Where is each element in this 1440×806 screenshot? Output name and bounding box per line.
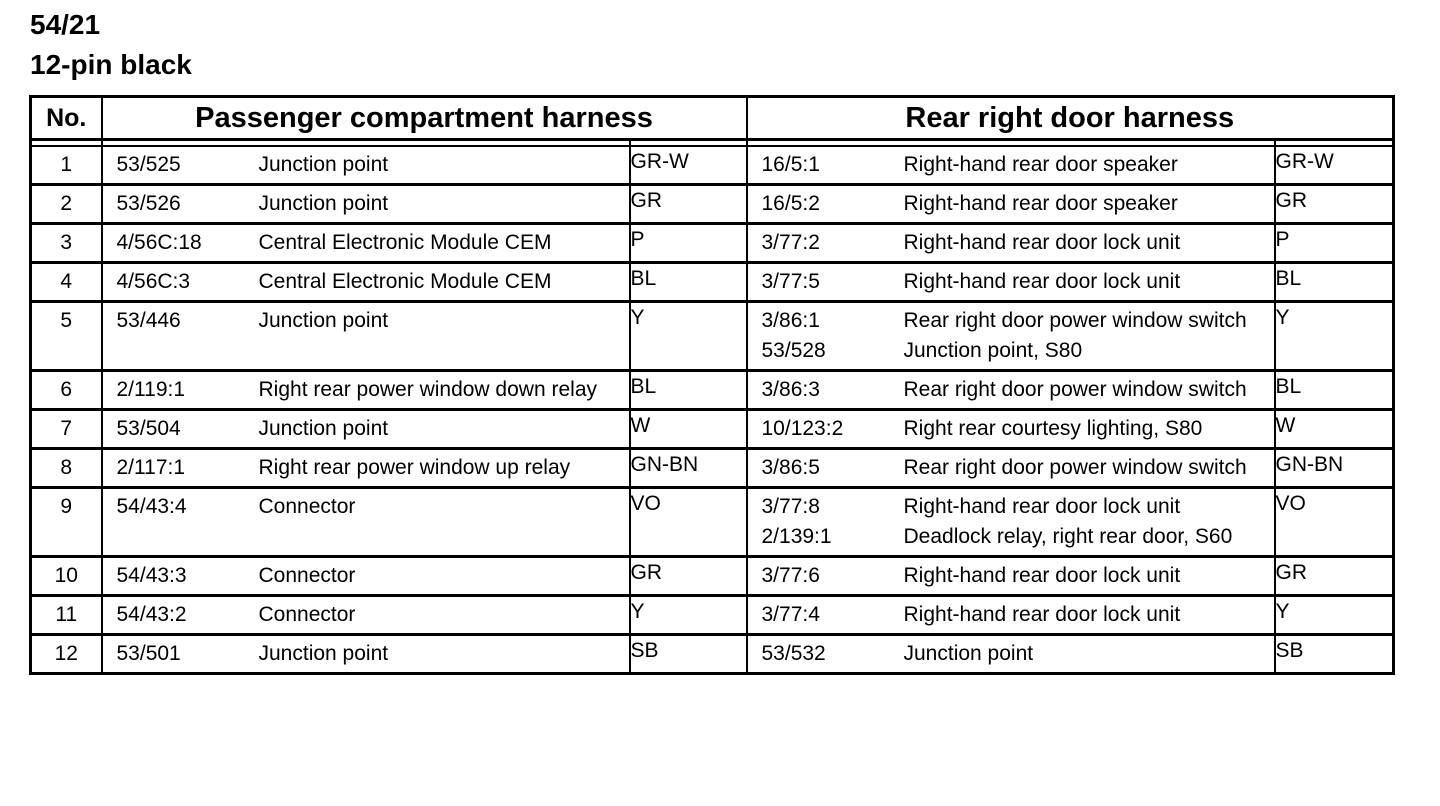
rear-door-wire-color: Y — [1275, 596, 1394, 635]
table-row — [31, 449, 1394, 488]
passenger-ref: 53/525 — [116, 153, 181, 176]
passenger-description: Connector — [258, 564, 356, 587]
table-row — [31, 263, 1394, 302]
rear-door-description: Right-hand rear door lock unit — [903, 564, 1181, 587]
header-passenger-harness: Passenger compartment harness — [102, 97, 747, 140]
rear-door-ref: 53/528 — [761, 339, 826, 362]
rear-door-entries — [748, 303, 1274, 369]
header-rear-door-harness: Rear right door harness — [747, 97, 1394, 140]
rear-door-description: Right-hand rear door lock unit — [903, 603, 1181, 626]
rear-door-wire-color: BL — [1275, 263, 1394, 302]
passenger-ref: 54/43:3 — [116, 564, 187, 587]
rear-door-entry — [762, 150, 1270, 180]
passenger-cell — [102, 146, 630, 185]
passenger-wire-color: BL — [630, 263, 747, 302]
rear-door-description: Right rear courtesy lighting, S80 — [903, 417, 1203, 440]
passenger-wire-color: GR — [630, 185, 747, 224]
rear-door-wire-color: GN-BN — [1275, 449, 1394, 488]
passenger-entry — [103, 186, 629, 222]
passenger-cell — [102, 371, 630, 410]
rear-door-description: Rear right door power window switch — [903, 378, 1247, 401]
passenger-description: Right rear power window up relay — [258, 456, 571, 479]
passenger-description: Junction point — [258, 153, 389, 176]
passenger-ref: 4/56C:3 — [116, 270, 191, 293]
rear-door-description: Junction point, S80 — [903, 339, 1083, 362]
rear-door-wire-color: BL — [1275, 371, 1394, 410]
rear-door-entries — [748, 264, 1274, 300]
rear-door-ref: 3/86:3 — [761, 378, 820, 401]
passenger-cell — [102, 557, 630, 596]
pin-number: 10 — [31, 557, 102, 596]
rear-door-cell — [747, 371, 1275, 410]
table-row — [31, 371, 1394, 410]
passenger-wire-color: BL — [630, 371, 747, 410]
rear-door-cell — [747, 410, 1275, 449]
rear-door-entries — [748, 489, 1274, 555]
table-body — [31, 146, 1394, 674]
passenger-cell — [102, 185, 630, 224]
pin-number: 6 — [31, 371, 102, 410]
rear-door-entry — [762, 336, 1270, 366]
passenger-entry — [103, 264, 629, 300]
rear-door-ref: 3/86:1 — [761, 309, 820, 332]
rear-door-entries — [748, 411, 1274, 447]
passenger-description: Central Electronic Module CEM — [258, 231, 552, 254]
rear-door-entry — [762, 492, 1270, 522]
rear-door-entry — [762, 306, 1270, 336]
rear-door-ref: 16/5:2 — [761, 192, 820, 215]
rear-door-entries — [748, 450, 1274, 486]
pinout-table — [29, 95, 1395, 675]
rear-door-description: Right-hand rear door speaker — [903, 153, 1178, 176]
passenger-description: Junction point — [258, 309, 389, 332]
passenger-ref: 2/117:1 — [116, 456, 186, 479]
passenger-cell — [102, 263, 630, 302]
rear-door-entry — [762, 561, 1270, 591]
rear-door-description: Rear right door power window switch — [903, 456, 1247, 479]
rear-door-description: Right-hand rear door lock unit — [903, 270, 1181, 293]
rear-door-entries — [748, 636, 1274, 672]
rear-door-description: Right-hand rear door lock unit — [903, 495, 1181, 518]
rear-door-entry — [762, 522, 1270, 552]
rear-door-entries — [748, 372, 1274, 408]
pin-number: 12 — [31, 635, 102, 674]
rear-door-wire-color: VO — [1275, 488, 1394, 557]
table-row — [31, 635, 1394, 674]
passenger-cell — [102, 596, 630, 635]
rear-door-cell — [747, 146, 1275, 185]
rear-door-ref: 3/77:2 — [761, 231, 820, 254]
rear-door-wire-color: W — [1275, 410, 1394, 449]
passenger-wire-color: P — [630, 224, 747, 263]
rear-door-description: Deadlock relay, right rear door, S60 — [903, 525, 1233, 548]
passenger-wire-color: Y — [630, 596, 747, 635]
rear-door-ref: 3/86:5 — [761, 456, 820, 479]
header-no: No. — [31, 97, 102, 140]
rear-door-description: Rear right door power window switch — [903, 309, 1247, 332]
passenger-ref: 54/43:4 — [116, 495, 187, 518]
passenger-ref: 53/501 — [116, 642, 181, 665]
passenger-cell — [102, 302, 630, 371]
passenger-wire-color: Y — [630, 302, 747, 371]
table-row — [31, 224, 1394, 263]
pin-number: 9 — [31, 488, 102, 557]
table-row — [31, 146, 1394, 185]
rear-door-ref: 3/77:8 — [761, 495, 820, 518]
passenger-cell — [102, 488, 630, 557]
rear-door-description: Right-hand rear door speaker — [903, 192, 1178, 215]
rear-door-wire-color: GR-W — [1275, 146, 1394, 185]
connector-description: 12-pin black — [30, 49, 192, 80]
rear-door-ref: 3/77:6 — [761, 564, 820, 587]
pin-number: 3 — [31, 224, 102, 263]
rear-door-wire-color: GR — [1275, 185, 1394, 224]
passenger-description: Central Electronic Module CEM — [258, 270, 552, 293]
rear-door-description: Junction point — [903, 642, 1034, 665]
rear-door-entry — [762, 375, 1270, 405]
passenger-cell — [102, 224, 630, 263]
rear-door-entries — [748, 558, 1274, 594]
passenger-cell — [102, 410, 630, 449]
rear-door-entries — [748, 597, 1274, 633]
passenger-ref: 53/504 — [116, 417, 181, 440]
passenger-description: Junction point — [258, 417, 389, 440]
rear-door-cell — [747, 185, 1275, 224]
rear-door-ref: 3/77:5 — [761, 270, 820, 293]
passenger-ref: 2/119:1 — [116, 378, 186, 401]
passenger-entry — [103, 303, 629, 339]
rear-door-entry — [762, 453, 1270, 483]
passenger-description: Connector — [258, 495, 356, 518]
passenger-entry — [103, 147, 629, 183]
pin-number: 5 — [31, 302, 102, 371]
passenger-wire-color: VO — [630, 488, 747, 557]
passenger-ref: 53/446 — [116, 309, 181, 332]
passenger-entry — [103, 558, 629, 594]
pin-number: 7 — [31, 410, 102, 449]
pin-number: 2 — [31, 185, 102, 224]
table-header-row — [31, 97, 1394, 140]
passenger-entry — [103, 372, 629, 408]
passenger-wire-color: W — [630, 410, 747, 449]
rear-door-ref: 3/77:4 — [761, 603, 820, 626]
passenger-wire-color: SB — [630, 635, 747, 674]
table-row — [31, 596, 1394, 635]
rear-door-cell — [747, 263, 1275, 302]
rear-door-wire-color: P — [1275, 224, 1394, 263]
passenger-entry — [103, 225, 629, 261]
pin-number: 11 — [31, 596, 102, 635]
passenger-ref: 4/56C:18 — [116, 231, 202, 254]
passenger-entry — [103, 636, 629, 672]
connector-id: 54/21 — [30, 9, 101, 40]
table-row — [31, 557, 1394, 596]
table-row — [31, 185, 1394, 224]
rear-door-entries — [748, 225, 1274, 261]
passenger-ref: 54/43:2 — [116, 603, 187, 626]
rear-door-cell — [747, 557, 1275, 596]
rear-door-cell — [747, 224, 1275, 263]
rear-door-entry — [762, 600, 1270, 630]
passenger-entry — [103, 489, 629, 525]
rear-door-wire-color: GR — [1275, 557, 1394, 596]
rear-door-entries — [748, 147, 1274, 183]
passenger-description: Right rear power window down relay — [258, 378, 597, 401]
passenger-entry — [103, 411, 629, 447]
passenger-description: Connector — [258, 603, 356, 626]
pin-number: 4 — [31, 263, 102, 302]
rear-door-description: Right-hand rear door lock unit — [903, 231, 1181, 254]
passenger-description: Junction point — [258, 642, 389, 665]
rear-door-entry — [762, 189, 1270, 219]
passenger-ref: 53/526 — [116, 192, 181, 215]
rear-door-cell — [747, 302, 1275, 371]
passenger-wire-color: GR-W — [630, 146, 747, 185]
rear-door-cell — [747, 635, 1275, 674]
table-row — [31, 410, 1394, 449]
rear-door-entry — [762, 414, 1270, 444]
rear-door-entry — [762, 228, 1270, 258]
rear-door-entries — [748, 186, 1274, 222]
table-row — [31, 488, 1394, 557]
passenger-entry — [103, 450, 629, 486]
rear-door-wire-color: Y — [1275, 302, 1394, 371]
pin-number: 1 — [31, 146, 102, 185]
passenger-description: Junction point — [258, 192, 389, 215]
passenger-cell — [102, 449, 630, 488]
passenger-wire-color: GR — [630, 557, 747, 596]
passenger-entry — [103, 597, 629, 633]
table-row — [31, 302, 1394, 371]
rear-door-wire-color: SB — [1275, 635, 1394, 674]
rear-door-ref: 53/532 — [761, 642, 826, 665]
rear-door-ref: 2/139:1 — [761, 525, 832, 548]
rear-door-cell — [747, 488, 1275, 557]
rear-door-ref: 10/123:2 — [761, 417, 844, 440]
pin-number: 8 — [31, 449, 102, 488]
rear-door-entry — [762, 639, 1270, 669]
rear-door-cell — [747, 449, 1275, 488]
passenger-wire-color: GN-BN — [630, 449, 747, 488]
rear-door-ref: 16/5:1 — [761, 153, 820, 176]
passenger-cell — [102, 635, 630, 674]
rear-door-entry — [762, 267, 1270, 297]
rear-door-cell — [747, 596, 1275, 635]
